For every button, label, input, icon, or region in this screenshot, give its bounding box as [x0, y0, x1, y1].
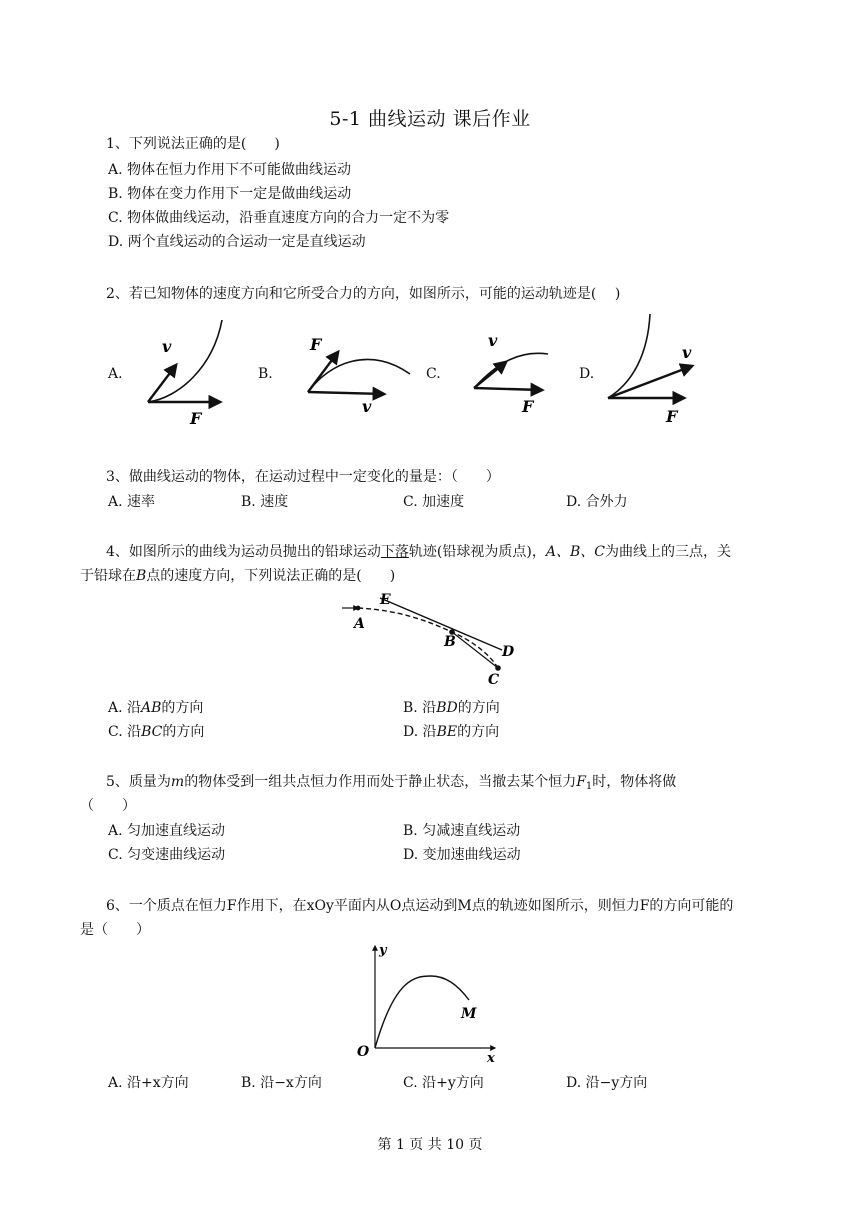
- q3-stem: 3、做曲线运动的物体，在运动过程中一定变化的量是：（ ）: [106, 469, 500, 485]
- q4-stem-line1: [106, 542, 731, 562]
- label-F: F: [522, 397, 534, 416]
- q4-option-suffix: 的方向: [162, 724, 205, 740]
- velocity-arrow: [474, 362, 506, 388]
- q4-option-var: BC: [141, 724, 163, 740]
- trajectory-curve: [375, 976, 469, 1048]
- tangent-line-eb: [380, 598, 502, 650]
- q1-option-a: A. 物体在恒力作用下不可能做曲线运动: [108, 162, 352, 178]
- q3-option-b: B. 速度: [241, 494, 289, 510]
- q4-stem-part: 为曲线上的三点，关: [604, 544, 731, 560]
- label-v: v: [488, 331, 498, 350]
- label-E: E: [380, 592, 391, 608]
- trajectory-curve: [474, 353, 548, 388]
- q2-stem: 2、若已知物体的速度方向和它所受合力的方向，如图所示，可能的运动轨迹是( ): [106, 286, 621, 302]
- q4-stem-part: 4、如图所示的曲线为运动员抛出的铅球运动: [106, 544, 381, 560]
- q6-option-c: C. 沿+y方向: [403, 1075, 484, 1091]
- trajectory-curve: [308, 359, 410, 392]
- label-C: C: [488, 672, 500, 688]
- q5-stem-part: 的物体受到一组共点恒力作用而处于静止状态，当撤去某个恒力: [184, 774, 577, 790]
- q5-stem-mass: m: [170, 774, 185, 790]
- q3-option-a: A. 速率: [108, 494, 156, 510]
- q1-option-c: C. 物体做曲线运动，沿垂直速度方向的合力一定不为零: [108, 210, 450, 226]
- q4-figure: [330, 588, 530, 688]
- q4-stem-part: 轨迹(铅球视为质点)，: [408, 544, 546, 560]
- point-a: [356, 606, 361, 611]
- force-arrow: [308, 352, 338, 392]
- q3-option-d: D. 合外力: [566, 494, 628, 510]
- q2-option-c-letter: C.: [426, 366, 441, 382]
- q4-stem-underlined: 下落: [380, 544, 409, 560]
- q5-stem-line1: [106, 772, 676, 797]
- trajectory-curve: [148, 320, 222, 402]
- q4-option-prefix: A. 沿: [108, 700, 142, 716]
- q4-option-d: [403, 722, 499, 742]
- velocity-arrow: [608, 366, 692, 398]
- q5-stem-force: F: [576, 774, 586, 790]
- q4-stem-point-b: B: [136, 568, 147, 584]
- page-title: 5-1 曲线运动 课后作业: [329, 108, 531, 130]
- q1-option-b: B. 物体在变力作用下一定是做曲线运动: [108, 186, 352, 202]
- label-A: A: [354, 616, 365, 632]
- q4-option-suffix: 的方向: [161, 700, 204, 716]
- q2-option-b-letter: B.: [258, 366, 273, 382]
- page-footer: 第 1 页 共 10 页: [377, 1137, 483, 1153]
- q1-stem: 1、下列说法正确的是( ): [106, 136, 280, 152]
- label-v: v: [362, 397, 372, 416]
- q4-stem-points: A、B、C: [545, 544, 605, 560]
- label-F: F: [190, 409, 202, 428]
- q6-option-d: D. 沿−y方向: [566, 1075, 648, 1091]
- q6-stem-line2: 是（ ）: [80, 922, 150, 938]
- q4-stem-line2: [80, 566, 395, 586]
- q4-option-suffix: 的方向: [457, 700, 500, 716]
- q5-option-d: D. 变加速曲线运动: [403, 847, 521, 863]
- q4-option-var: BD: [436, 700, 458, 716]
- q4-option-b: [403, 698, 500, 718]
- q4-option-var: BE: [436, 724, 458, 740]
- q2-figure-d: [604, 312, 714, 432]
- q5-stem-part: 时，物体将做: [592, 774, 677, 790]
- trajectory-dashed: [358, 608, 498, 668]
- label-v: v: [162, 337, 172, 356]
- velocity-arrow: [308, 392, 384, 394]
- q5-option-a: A. 匀加速直线运动: [108, 823, 226, 839]
- q6-option-b: B. 沿−x方向: [241, 1075, 322, 1091]
- q4-option-a: [108, 698, 203, 718]
- q2-figure-c: [468, 332, 568, 422]
- q4-option-c: [108, 722, 204, 742]
- label-v: v: [682, 343, 692, 362]
- force-arrow: [474, 388, 542, 390]
- q2-option-d-letter: D.: [579, 366, 595, 382]
- chord-bc: [452, 632, 498, 668]
- q5-stem-subscript: 1: [585, 781, 593, 792]
- q2-option-a-letter: A.: [108, 366, 123, 382]
- q1-option-d: D. 两个直线运动的合运动一定是直线运动: [108, 234, 366, 250]
- q4-stem-part: 点的速度方向，下列说法正确的是( ): [146, 568, 396, 584]
- label-y: y: [379, 943, 387, 958]
- q6-option-a: A. 沿+x方向: [108, 1075, 189, 1091]
- label-D: D: [502, 644, 515, 660]
- label-B: B: [444, 634, 456, 650]
- q2-figure-a: [138, 318, 238, 428]
- label-F: F: [666, 407, 678, 426]
- q6-stem-line1: 6、一个质点在恒力F作用下，在xOy平面内从O点运动到M点的轨迹如图所示，则恒力F的方向可能的: [106, 898, 734, 914]
- velocity-arrow: [148, 365, 176, 402]
- label-F: F: [310, 335, 322, 354]
- q4-option-prefix: D. 沿: [403, 724, 437, 740]
- q5-stem-part: 5、质量为: [106, 774, 171, 790]
- label-M: M: [461, 1006, 477, 1022]
- q3-option-c: C. 加速度: [403, 494, 465, 510]
- q4-stem-part: 于铅球在: [80, 568, 136, 584]
- q5-option-c: C. 匀变速曲线运动: [108, 847, 226, 863]
- q5-stem-line2: （ ）: [80, 798, 136, 814]
- label-x: x: [487, 1051, 495, 1066]
- point-c: [495, 665, 501, 671]
- q4-option-var: AB: [141, 700, 162, 716]
- q5-option-b: B. 匀减速直线运动: [403, 823, 521, 839]
- q2-figure-b: [300, 332, 420, 422]
- q4-option-suffix: 的方向: [457, 724, 500, 740]
- q4-option-prefix: B. 沿: [403, 700, 437, 716]
- q4-option-prefix: C. 沿: [108, 724, 142, 740]
- label-O: O: [357, 1044, 370, 1060]
- q6-figure: [355, 938, 505, 1068]
